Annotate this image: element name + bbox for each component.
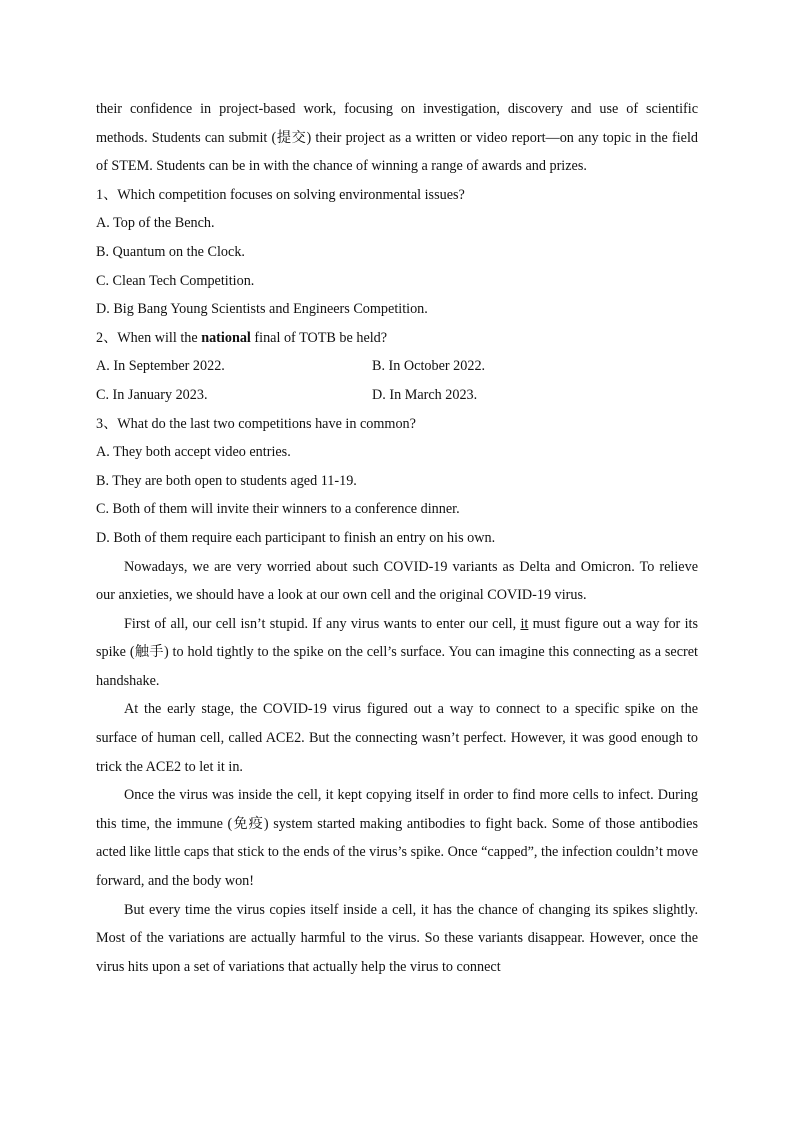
question-3-option-c: C. Both of them will invite their winners to a conference dinner. (96, 501, 460, 518)
question-2-options-row-1 (96, 352, 698, 381)
question-1-option-c: C. Clean Tech Competition. (96, 272, 255, 289)
passage-paragraph-4: Once the virus was inside the cell, it kept copying itself in order to find more cells to infect. During this time, the immune (免疫) system started making antibodies to fight back. Some of those antibodies acted like little caps that stick to the ends of the virus’s spike. Once “capped”, the infection couldn’t move forward, and the body won! (96, 787, 698, 890)
question-2-option-d: D. In March 2023. (372, 386, 478, 403)
question-2-option-c: C. In January 2023. (96, 386, 208, 403)
question-1-option-d: D. Big Bang Young Scientists and Engineers Competition. (96, 301, 428, 318)
passage-underlined-word: it (520, 615, 529, 632)
question-2-options-row-2 (96, 381, 698, 410)
question-3-option-a: A. They both accept video entries. (96, 444, 291, 461)
question-3-option-b: B. They are both open to students aged 11-19. (96, 472, 357, 489)
question-2-stem-start: 2、When will the (96, 329, 202, 346)
question-1-option-a: A. Top of the Bench. (96, 215, 215, 232)
passage-paragraph-5: But every time the virus copies itself inside a cell, it has the chance of changing its spikes slightly. Most of the variations are actually harmful to the virus. So these variants disappear. However, once the virus hits upon a set of variations that actually help the virus to connect (96, 901, 698, 975)
question-3-stem: 3、What do the last two competitions have in common? (96, 415, 416, 432)
document-page (96, 95, 698, 981)
question-3-option-d: D. Both of them require each participant to finish an entry on his own. (96, 529, 496, 546)
passage-paragraph-3: At the early stage, the COVID-19 virus figured out a way to connect to a specific spike on the surface of human cell, called ACE2. But the connecting wasn’t perfect. However, it was good enough to trick the ACE2 to let it in. (96, 701, 698, 775)
question-2-option-a: A. In September 2022. (96, 358, 225, 375)
question-1-option-b: B. Quantum on the Clock. (96, 243, 245, 260)
intro-paragraph: their confidence in project-based work, focusing on investigation, discovery and use of scientific methods. Students can submit (提交) their project as a written or video report—on any topic in the field of STEM. Students can be in with the chance of winning a range of awards and prizes. (96, 101, 698, 175)
passage-paragraph-1: Nowadays, we are very worried about such COVID-19 variants as Delta and Omicron. To relieve our anxieties, we should have a look at our own cell and the original COVID-19 virus. (96, 558, 698, 604)
passage-paragraph-2 (96, 610, 698, 696)
question-2-stem (96, 324, 698, 353)
question-2-stem-end: final of TOTB be held? (250, 329, 388, 346)
question-2-stem-bold: national (201, 329, 251, 346)
question-1-stem: 1、Which competition focuses on solving environmental issues? (96, 186, 465, 203)
passage-paragraph-2-end: must figure out a way for its spike (触手) to hold tightly to the spike on the cell’s surface. You can imagine this connecting as a secret handshake. (96, 615, 698, 689)
passage-paragraph-2-start: First of all, our cell isn’t stupid. If any virus wants to enter our cell, (124, 615, 521, 632)
question-2-option-b: B. In October 2022. (372, 358, 486, 375)
